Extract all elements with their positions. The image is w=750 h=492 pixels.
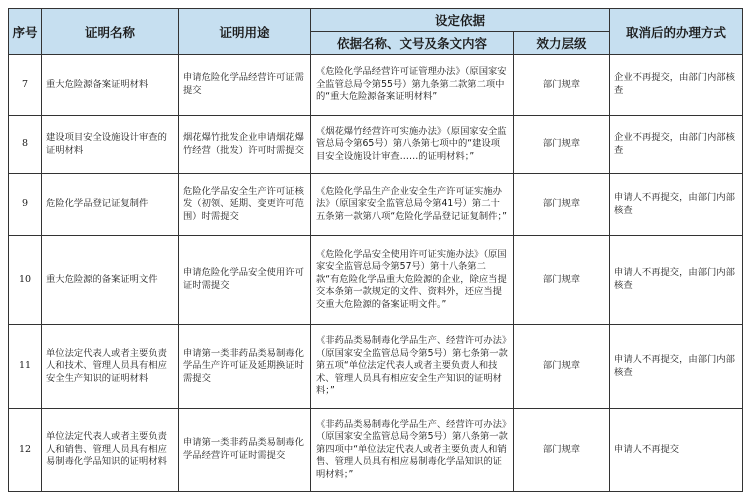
legal-level: 部门规章: [514, 55, 610, 116]
legal-level: 部门规章: [514, 409, 610, 492]
basis-content: 《危险化学品生产企业安全生产许可证实施办法》（原国家安全监管总局令第41号）第二十五条第一款第八项“危险化学品登记证复制件；”: [311, 174, 514, 236]
certificate-use: 申请第一类非药品类易制毒化学品经营许可证时需提交: [179, 409, 311, 492]
handling-method: 申请人不再提交，由部门内部核查: [610, 236, 743, 325]
certificate-table-page: [8, 8, 742, 492]
table-row: [9, 325, 743, 409]
basis-content: 《非药品类易制毒化学品生产、经营许可办法》（原国家安全监管总局令第5号）第七条第一款第五项“单位法定代表人或者主要负责人和技术、管理人员具有相应安全生产知识的证明材料；”: [311, 325, 514, 409]
handling-method: 企业不再提交，由部门内部核查: [610, 116, 743, 174]
legal-level: 部门规章: [514, 116, 610, 174]
header-level: 效力层级: [514, 32, 610, 55]
row-number: 9: [9, 174, 42, 236]
handling-method: 申请人不再提交，由部门内部核查: [610, 174, 743, 236]
row-number: 8: [9, 116, 42, 174]
basis-content: 《危险化学品经营许可证管理办法》（原国家安全监管总局令第55号）第九条第二款第二项中的“重大危险源备案证明材料”: [311, 55, 514, 116]
certificate-name: 单位法定代表人或者主要负责人和销售、管理人员具有相应易制毒化学品知识的证明材料: [42, 409, 179, 492]
certificate-table: [8, 8, 743, 492]
certificate-use: 申请第一类非药品类易制毒化学品生产许可证及延期换证时需提交: [179, 325, 311, 409]
certificate-use: 烟花爆竹批发企业申请烟花爆竹经营（批发）许可时需提交: [179, 116, 311, 174]
row-number: 10: [9, 236, 42, 325]
legal-level: 部门规章: [514, 174, 610, 236]
basis-content: 《危险化学品安全使用许可证实施办法》（原国家安全监管总局令第57号）第十八条第二款“有危险化学品重大危险源的企业，除应当提交本条第一款规定的文件、资料外，还应当提交重大危险源的备案证明文件。”: [311, 236, 514, 325]
certificate-use: 申请危险化学品经营许可证需提交: [179, 55, 311, 116]
header-cert-use: 证明用途: [179, 9, 311, 55]
basis-content: 《非药品类易制毒化学品生产、经营许可办法》（原国家安全监管总局令第5号）第八条第一款第四项中“单位法定代表人或者主要负责人和销售、管理人员具有相应易制毒化学品知识的证明材料；”: [311, 409, 514, 492]
certificate-name: 危险化学品登记证复制件: [42, 174, 179, 236]
header-basis-group: 设定依据: [311, 9, 610, 32]
row-number: 7: [9, 55, 42, 116]
certificate-name: 重大危险源备案证明材料: [42, 55, 179, 116]
header-seq: 序号: [9, 9, 42, 55]
handling-method: 企业不再提交，由部门内部核查: [610, 55, 743, 116]
table-row: [9, 116, 743, 174]
legal-level: 部门规章: [514, 325, 610, 409]
table-row: [9, 55, 743, 116]
table-row: [9, 409, 743, 492]
table-row: [9, 174, 743, 236]
certificate-name: 重大危险源的备案证明文件: [42, 236, 179, 325]
certificate-use: 申请危险化学品安全使用许可证时需提交: [179, 236, 311, 325]
row-number: 12: [9, 409, 42, 492]
row-number: 11: [9, 325, 42, 409]
certificate-use: 危险化学品安全生产许可证核发（初领、延期、变更许可范围）时需提交: [179, 174, 311, 236]
basis-content: 《烟花爆竹经营许可实施办法》（原国家安全监管总局令第65号）第八条第七项中的“建设项目安全设施设计审查……的证明材料；”: [311, 116, 514, 174]
legal-level: 部门规章: [514, 236, 610, 325]
handling-method: 申请人不再提交，由部门内部核查: [610, 325, 743, 409]
header-cert-name: 证明名称: [42, 9, 179, 55]
header-basis-content: 依据名称、文号及条文内容: [311, 32, 514, 55]
header-handling: 取消后的办理方式: [610, 9, 743, 55]
certificate-name: 单位法定代表人或者主要负责人和技术、管理人员具有相应安全生产知识的证明材料: [42, 325, 179, 409]
handling-method: 申请人不再提交: [610, 409, 743, 492]
certificate-name: 建设项目安全设施设计审查的证明材料: [42, 116, 179, 174]
table-row: [9, 236, 743, 325]
